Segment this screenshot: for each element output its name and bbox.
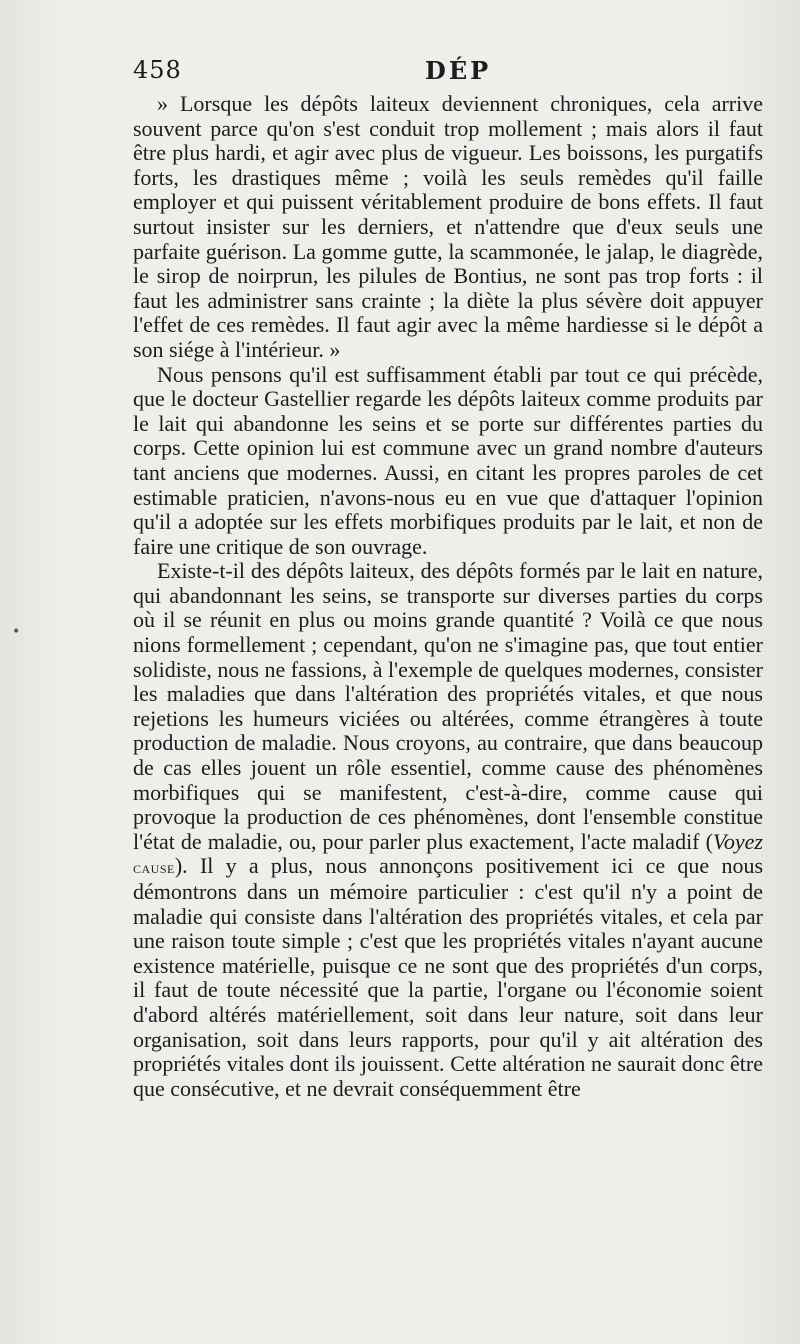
crossref-voyez: Voyez [712,828,763,854]
page-header [133,56,763,88]
body-text [133,92,763,1101]
paragraph-quote: » Lorsque les dépôts laiteux deviennent chroniques, cela arrive souvent parce qu'on s'est conduit trop mollement ; mais alors il faut être plus hardi, et agir avec plus de vigueur. Les boissons, les purgatifs forts, les drastiques même ; voilà les seuls remèdes qu'il faille employer et qui puissent véritablement produire de bons effets. Il faut surtout insister sur les derniers, et n'attendre que d'eux seuls une parfaite guérison. La gomme gutte, la scammonée, le jalap, le diagrède, le sirop de noirprun, les pilules de Bontius, ne sont pas trop forts : il faut les administrer sans crainte ; la diète la plus sévère doit appuyer l'effet de ces remèdes. Il faut agir avec la même hardiesse si le dépôt a son siége à l'intérieur. » [133,91,763,362]
crossref-close: ). [174,853,188,879]
running-head: DÉP [425,56,492,85]
crossref-target: cause [133,857,175,878]
paragraph-depots-text: Existe-t-il des dépôts laiteux, des dépôts formés par le lait en nature, qui abandonnant les seins, se transporte sur diverses parties du corps où il se réunit en plus ou moins grande quantité ? Voilà ce que nous nions formellement ; cependant, qu'on ne s'imagine pas, que tout entier solidiste, nous ne fassions, à l'exemple de quelques modernes, consister les maladies que dans l'altération des propriétés vitales, et que nous rejetions les humeurs viciées ou altérées, comme étrangères à toute production de maladie. Nous croyons, au contraire, que dans beaucoup de cas elles jouent un rôle essentiel, comme cause des phénomènes morbifiques qui se manifestent, c'est-à-dire, comme cause qui provoque la production de ces phénomènes, dont l'ensemble constitue l'état de maladie, ou, pour parler plus exactement, l'acte maladif ( [133,558,763,854]
paragraph-depots [133,559,763,1101]
paragraph-gastellier: Nous pensons qu'il est suffisamment établi par tout ce qui précède, que le docteur Gastellier regarde les dépôts laiteux comme produits par le lait qui abandonne les seins et se porte sur différentes parties du corps. Cette opinion lui est commune avec un grand nombre d'auteurs tant anciens que modernes. Aussi, en citant les propres paroles de cet estimable praticien, n'avons-nous eu en vue que d'attaquer l'opinion qu'il a adoptée sur les effets morbifiques produits par le lait, et non de faire une critique de son ouvrage. [133,361,763,559]
margin-mark: • [12,624,21,640]
page-number: 458 [133,56,182,84]
paragraph-depots-tail: Il y a plus, nous annonçons positivement ici ce que nous démontrons dans un mémoire particulier : c'est qu'il n'y a point de maladie qui consiste dans l'altération des propriétés vitales, et cela par une raison toute simple ; c'est que les propriétés vitales n'ayant aucune existence matérielle, puisque ce ne sont que des propriétés d'un corps, il faut de toute nécessité que la partie, l'organe ou l'économie soient d'abord altérés matériellement, soit dans leur nature, soit dans leur organisation, soit dans leurs rapports, pour qu'il y ait altération des propriétés vitales dont ils jouissent. Cette altération ne saurait donc être que consécutive, et ne devrait conséquemment être [133,853,764,1101]
